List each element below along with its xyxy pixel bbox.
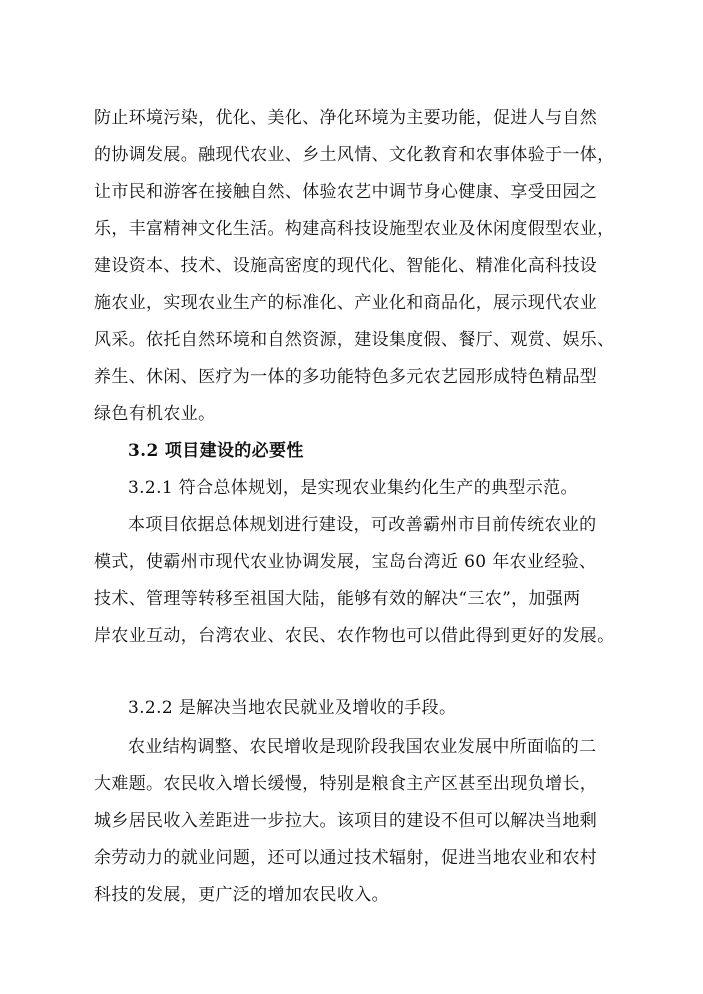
paragraph-line: 本项目依据总体规划进行建设，可改善霸州市目前传统农业的 [128, 515, 597, 535]
paragraph-line: 农业结构调整、农民增收是现阶段我国农业发展中所面临的二 [128, 737, 597, 757]
paragraph-line: 模式，使霸州市现代农业协调发展，宝岛台湾近 60 年农业经验、 [94, 552, 597, 572]
paragraph-line: 大难题。农民收入增长缓慢，特别是粮食主产区甚至出现负增长， [94, 774, 598, 794]
paragraph-line: 城乡居民收入差距进一步拉大。该项目的建设不但可以解决当地剩 [94, 811, 598, 831]
paragraph-line: 建设资本、技术、设施高密度的现代化、智能化、精准化高科技设 [94, 256, 598, 276]
section-heading-3-2: 3.2 项目建设的必要性 [128, 441, 304, 461]
subsection-heading-3-2-1: 3.2.1 符合总体规划，是实现农业集约化生产的典型示范。 [128, 478, 578, 498]
paragraph-line: 岸农业互动，台湾农业、农民、农作物也可以借此得到更好的发展。 [94, 626, 615, 646]
paragraph-line: 养生、休闲、医疗为一体的多功能特色多元农艺园形成特色精品型 [94, 367, 598, 387]
paragraph-line: 的协调发展。融现代农业、乡土风情、文化教育和农事体验于一体， [94, 145, 615, 165]
paragraph-line: 让市民和游客在接触自然、体验农艺中调节身心健康、享受田园之 [94, 182, 598, 202]
paragraph-line: 科技的发展，更广泛的增加农民收入。 [94, 885, 389, 905]
paragraph-line: 风采。依托自然环境和自然资源，建设集度假、餐厅、观赏、娱乐、 [94, 330, 615, 350]
subsection-heading-3-2-2: 3.2.2 是解决当地农民就业及增收的手段。 [128, 698, 457, 718]
paragraph-line: 技术、管理等转移至祖国大陆，能够有效的解决“三农”，加强两 [94, 589, 581, 609]
paragraph-line: 施农业，实现农业生产的标准化、产业化和商品化，展示现代农业 [94, 293, 598, 313]
paragraph-line: 乐，丰富精神文化生活。构建高科技设施型农业及休闲度假型农业， [94, 219, 615, 239]
paragraph-line: 余劳动力的就业问题，还可以通过技术辐射，促进当地农业和农村 [94, 848, 598, 868]
paragraph-line: 防止环境污染，优化、美化、净化环境为主要功能，促进人与自然 [94, 108, 598, 128]
paragraph-line: 绿色有机农业。 [94, 404, 216, 424]
